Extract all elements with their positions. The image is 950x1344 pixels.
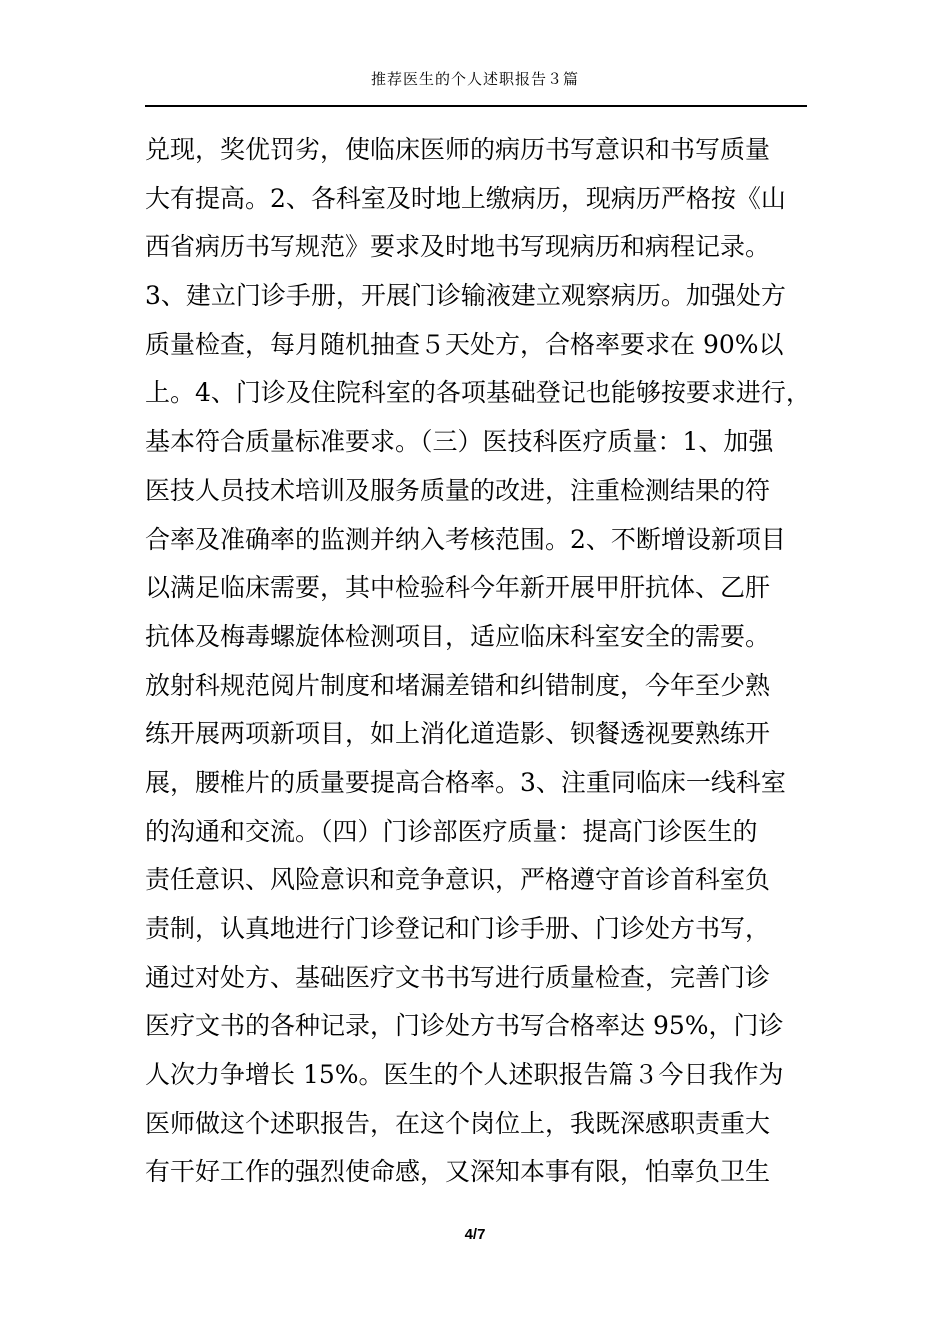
body-line: 医疗文书的各种记录，门诊处方书写合格率达 95%，门诊 <box>145 1011 784 1041</box>
body-line: 以满足临床需要，其中检验科今年新开展甲肝抗体、乙肝 <box>145 573 771 603</box>
body-line: 西省病历书写规范》要求及时地书写现病历和病程记录。 <box>145 232 771 262</box>
body-line: 人次力争增长 15%。医生的个人述职报告篇３今日我作为 <box>145 1060 784 1090</box>
body-line: 质量检查，每月随机抽查５天处方，合格率要求在 90%以 <box>145 329 784 359</box>
body-line: 基本符合质量标准要求。（三）医技科医疗质量：1、加强 <box>145 427 774 457</box>
body-line: 练开展两项新项目，如上消化道造影、钡餐透视要熟练开 <box>145 719 771 749</box>
body-line: 放射科规范阅片制度和堵漏差错和纠错制度，今年至少熟 <box>145 670 771 700</box>
page-number: 4/7 <box>464 1226 486 1243</box>
body-line: 医师做这个述职报告，在这个岗位上，我既深感职责重大 <box>145 1108 771 1138</box>
body-line: 大有提高。2、各科室及时地上缴病历，现病历严格按《山 <box>145 183 786 213</box>
body-line: 上。4、门诊及住院科室的各项基础登记也能够按要求进行， <box>145 378 811 408</box>
header-divider <box>145 105 807 107</box>
body-line: 通过对处方、基础医疗文书书写进行质量检查，完善门诊 <box>145 962 771 992</box>
body-line: 责任意识、风险意识和竞争意识，严格遵守首诊首科室负 <box>145 865 771 895</box>
body-line: 合率及准确率的监测并纳入考核范围。2、不断增设新项目 <box>145 524 786 554</box>
body-line: 有干好工作的强烈使命感，又深知本事有限，怕辜负卫生 <box>145 1157 771 1187</box>
body-line: 兑现，奖优罚劣，使临床医师的病历书写意识和书写质量 <box>145 135 771 164</box>
body-line: 责制，认真地进行门诊登记和门诊手册、门诊处方书写， <box>145 914 771 943</box>
body-line: 展，腰椎片的质量要提高合格率。3、注重同临床一线科室 <box>145 767 786 797</box>
body-line: 的沟通和交流。（四）门诊部医疗质量：提高门诊医生的 <box>145 816 758 846</box>
page-header-title: 推荐医生的个人述职报告３篇 <box>370 70 579 88</box>
body-line: 医技人员技术培训及服务质量的改进，注重检测结果的符 <box>145 475 771 505</box>
body-line: 3、建立门诊手册，开展门诊输液建立观察病历。加强处方 <box>145 281 786 311</box>
body-line: 抗体及梅毒螺旋体检测项目，适应临床科室安全的需要。 <box>145 621 771 651</box>
document-body <box>145 126 811 1197</box>
